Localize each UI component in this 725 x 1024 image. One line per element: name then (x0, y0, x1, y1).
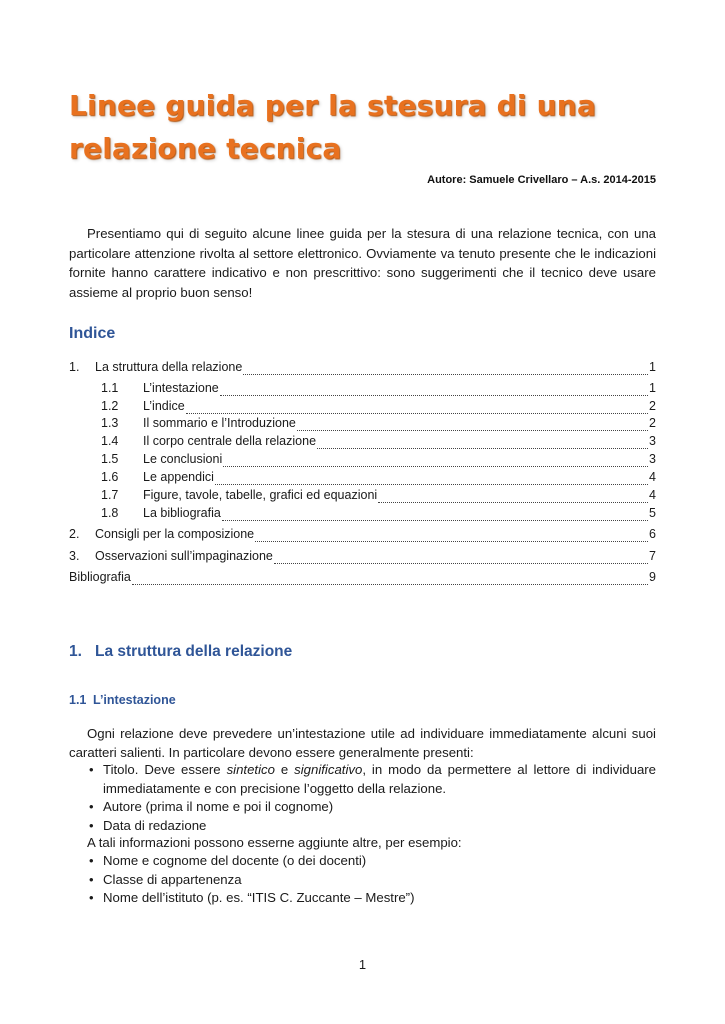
toc-page-number: 7 (649, 549, 656, 563)
list-item-text: , in modo da permettere al lettore di individuare immediatamente e con precisione l’oggetto della relazione. (103, 762, 657, 796)
toc-entry[interactable] (69, 470, 656, 488)
bullet-icon: • (89, 890, 94, 905)
toc-title: Il sommario e l’Introduzione (143, 416, 296, 430)
list-item (69, 871, 656, 890)
toc-title: Il corpo centrale della relazione (143, 434, 317, 448)
toc-leader (378, 493, 648, 503)
toc-page-number: 2 (649, 399, 656, 413)
section-number: 1. (69, 643, 82, 660)
list-item (69, 817, 656, 836)
section-title: La struttura della relazione (95, 643, 293, 660)
list-item (69, 852, 656, 871)
bullet-icon: • (89, 762, 94, 777)
toc-title: La struttura della relazione (95, 360, 243, 374)
subsection-heading-1-1 (69, 693, 176, 707)
index-heading: Indice (69, 325, 116, 342)
toc-number: 1.6 (101, 470, 119, 484)
toc-page-number: 1 (649, 360, 656, 374)
toc-number: 1.5 (101, 452, 119, 466)
document-title (69, 84, 669, 170)
toc-page-number: 3 (649, 434, 656, 448)
toc-entry[interactable] (69, 452, 656, 470)
emphasis-text: sintetico (226, 762, 275, 777)
toc-leader (222, 511, 648, 521)
toc-entry[interactable] (69, 527, 656, 545)
title-line-1: Linee guida per la stesura di una (69, 89, 597, 122)
emphasis-text: significativo (294, 762, 363, 777)
bullet-list-1 (69, 761, 656, 835)
author-line: Autore: Samuele Crivellaro – A.s. 2014-2015 (427, 174, 656, 186)
toc-title: Osservazioni sull’impaginazione (95, 549, 273, 563)
title-line-2: relazione tecnica (69, 132, 342, 165)
toc-title: Le conclusioni (143, 452, 223, 466)
toc-number: 2. (69, 527, 80, 541)
toc-leader (255, 532, 648, 542)
toc-page-number: 1 (649, 381, 656, 395)
toc-entry[interactable] (69, 416, 656, 434)
toc-number: 1. (69, 360, 80, 374)
toc-leader (132, 575, 648, 585)
toc-entry[interactable] (69, 570, 656, 588)
toc-entry[interactable] (69, 488, 656, 506)
toc-leader (243, 365, 648, 375)
toc-leader (317, 439, 648, 449)
list-item-text: Nome e cognome del docente (o dei docenti) (103, 853, 367, 868)
toc-page-number: 5 (649, 506, 656, 520)
toc-leader (220, 386, 648, 396)
toc-page-number: 2 (649, 416, 656, 430)
toc-title: Consigli per la composizione (95, 527, 255, 541)
toc-leader (186, 404, 648, 414)
toc-page-number: 6 (649, 527, 656, 541)
list-item-text: Titolo. Deve essere (103, 762, 227, 777)
list-item (69, 761, 656, 798)
list-item-text: Nome dell’istituto (p. es. “ITIS C. Zuccante – Mestre”) (103, 890, 415, 905)
toc-title: La bibliografia (143, 506, 221, 520)
toc-leader (215, 475, 648, 485)
toc-number: 1.7 (101, 488, 119, 502)
list-item-text: e (274, 762, 295, 777)
toc-entry[interactable] (69, 381, 656, 399)
list-item (69, 798, 656, 817)
bullet-icon: • (89, 817, 94, 833)
toc-title: Figure, tavole, tabelle, grafici ed equazioni (143, 488, 378, 502)
bullet-icon: • (89, 871, 94, 887)
toc-title: Bibliografia (69, 570, 131, 584)
toc-entry[interactable] (69, 399, 656, 417)
bullet-icon: • (89, 799, 94, 814)
toc-page-number: 3 (649, 452, 656, 466)
toc-leader (223, 457, 648, 467)
intro-paragraph: Presentiamo qui di seguito alcune linee guida per la stesura di una relazione tecnica, con una particolare attenzione rivolta al settore elettronico. Ovviamente va tenuto presente che le indicazioni fornite hanno carattere indicativo e non prescrittivo: sono suggerimenti che il tecnico deve usare assieme al proprio buon senso! (69, 226, 656, 300)
toc-entry[interactable] (69, 506, 656, 524)
subsection-number: 1.1 (69, 693, 87, 707)
toc-number: 1.1 (101, 381, 119, 395)
page-number: 1 (358, 957, 367, 972)
list-item-text: Autore (prima il nome e poi il cognome) (103, 799, 334, 814)
body-paragraph-2: A tali informazioni possono esserne aggiunte altre, per esempio: (87, 835, 462, 850)
toc-number: 1.3 (101, 416, 119, 430)
toc-entry[interactable] (69, 360, 656, 378)
toc-page-number: 4 (649, 470, 656, 484)
bullet-icon: • (89, 853, 94, 868)
subsection-title: L’intestazione (93, 693, 176, 707)
toc-leader (297, 421, 648, 431)
list-item-text: Classe di appartenenza (103, 871, 242, 887)
toc-number: 1.2 (101, 399, 119, 413)
toc-entry[interactable] (69, 434, 656, 452)
toc-title: L’intestazione (143, 381, 219, 395)
list-item (69, 889, 656, 908)
toc-number: 1.8 (101, 506, 119, 520)
toc-number: 1.4 (101, 434, 119, 448)
toc-title: Le appendici (143, 470, 214, 484)
bullet-list-2 (69, 852, 656, 908)
toc-number: 3. (69, 549, 80, 563)
toc-title: L’indice (143, 399, 185, 413)
section-heading-1 (69, 643, 292, 661)
toc-page-number: 4 (649, 488, 656, 502)
toc-entry[interactable] (69, 549, 656, 567)
toc-leader (274, 554, 648, 564)
body-paragraph-1: Ogni relazione deve prevedere un’intestazione utile ad individuare immediatamente alcuni suoi caratteri salienti. In particolare devono essere generalmente presenti: (69, 726, 656, 760)
toc-page-number: 9 (649, 570, 656, 584)
list-item-text: Data di redazione (103, 817, 207, 833)
